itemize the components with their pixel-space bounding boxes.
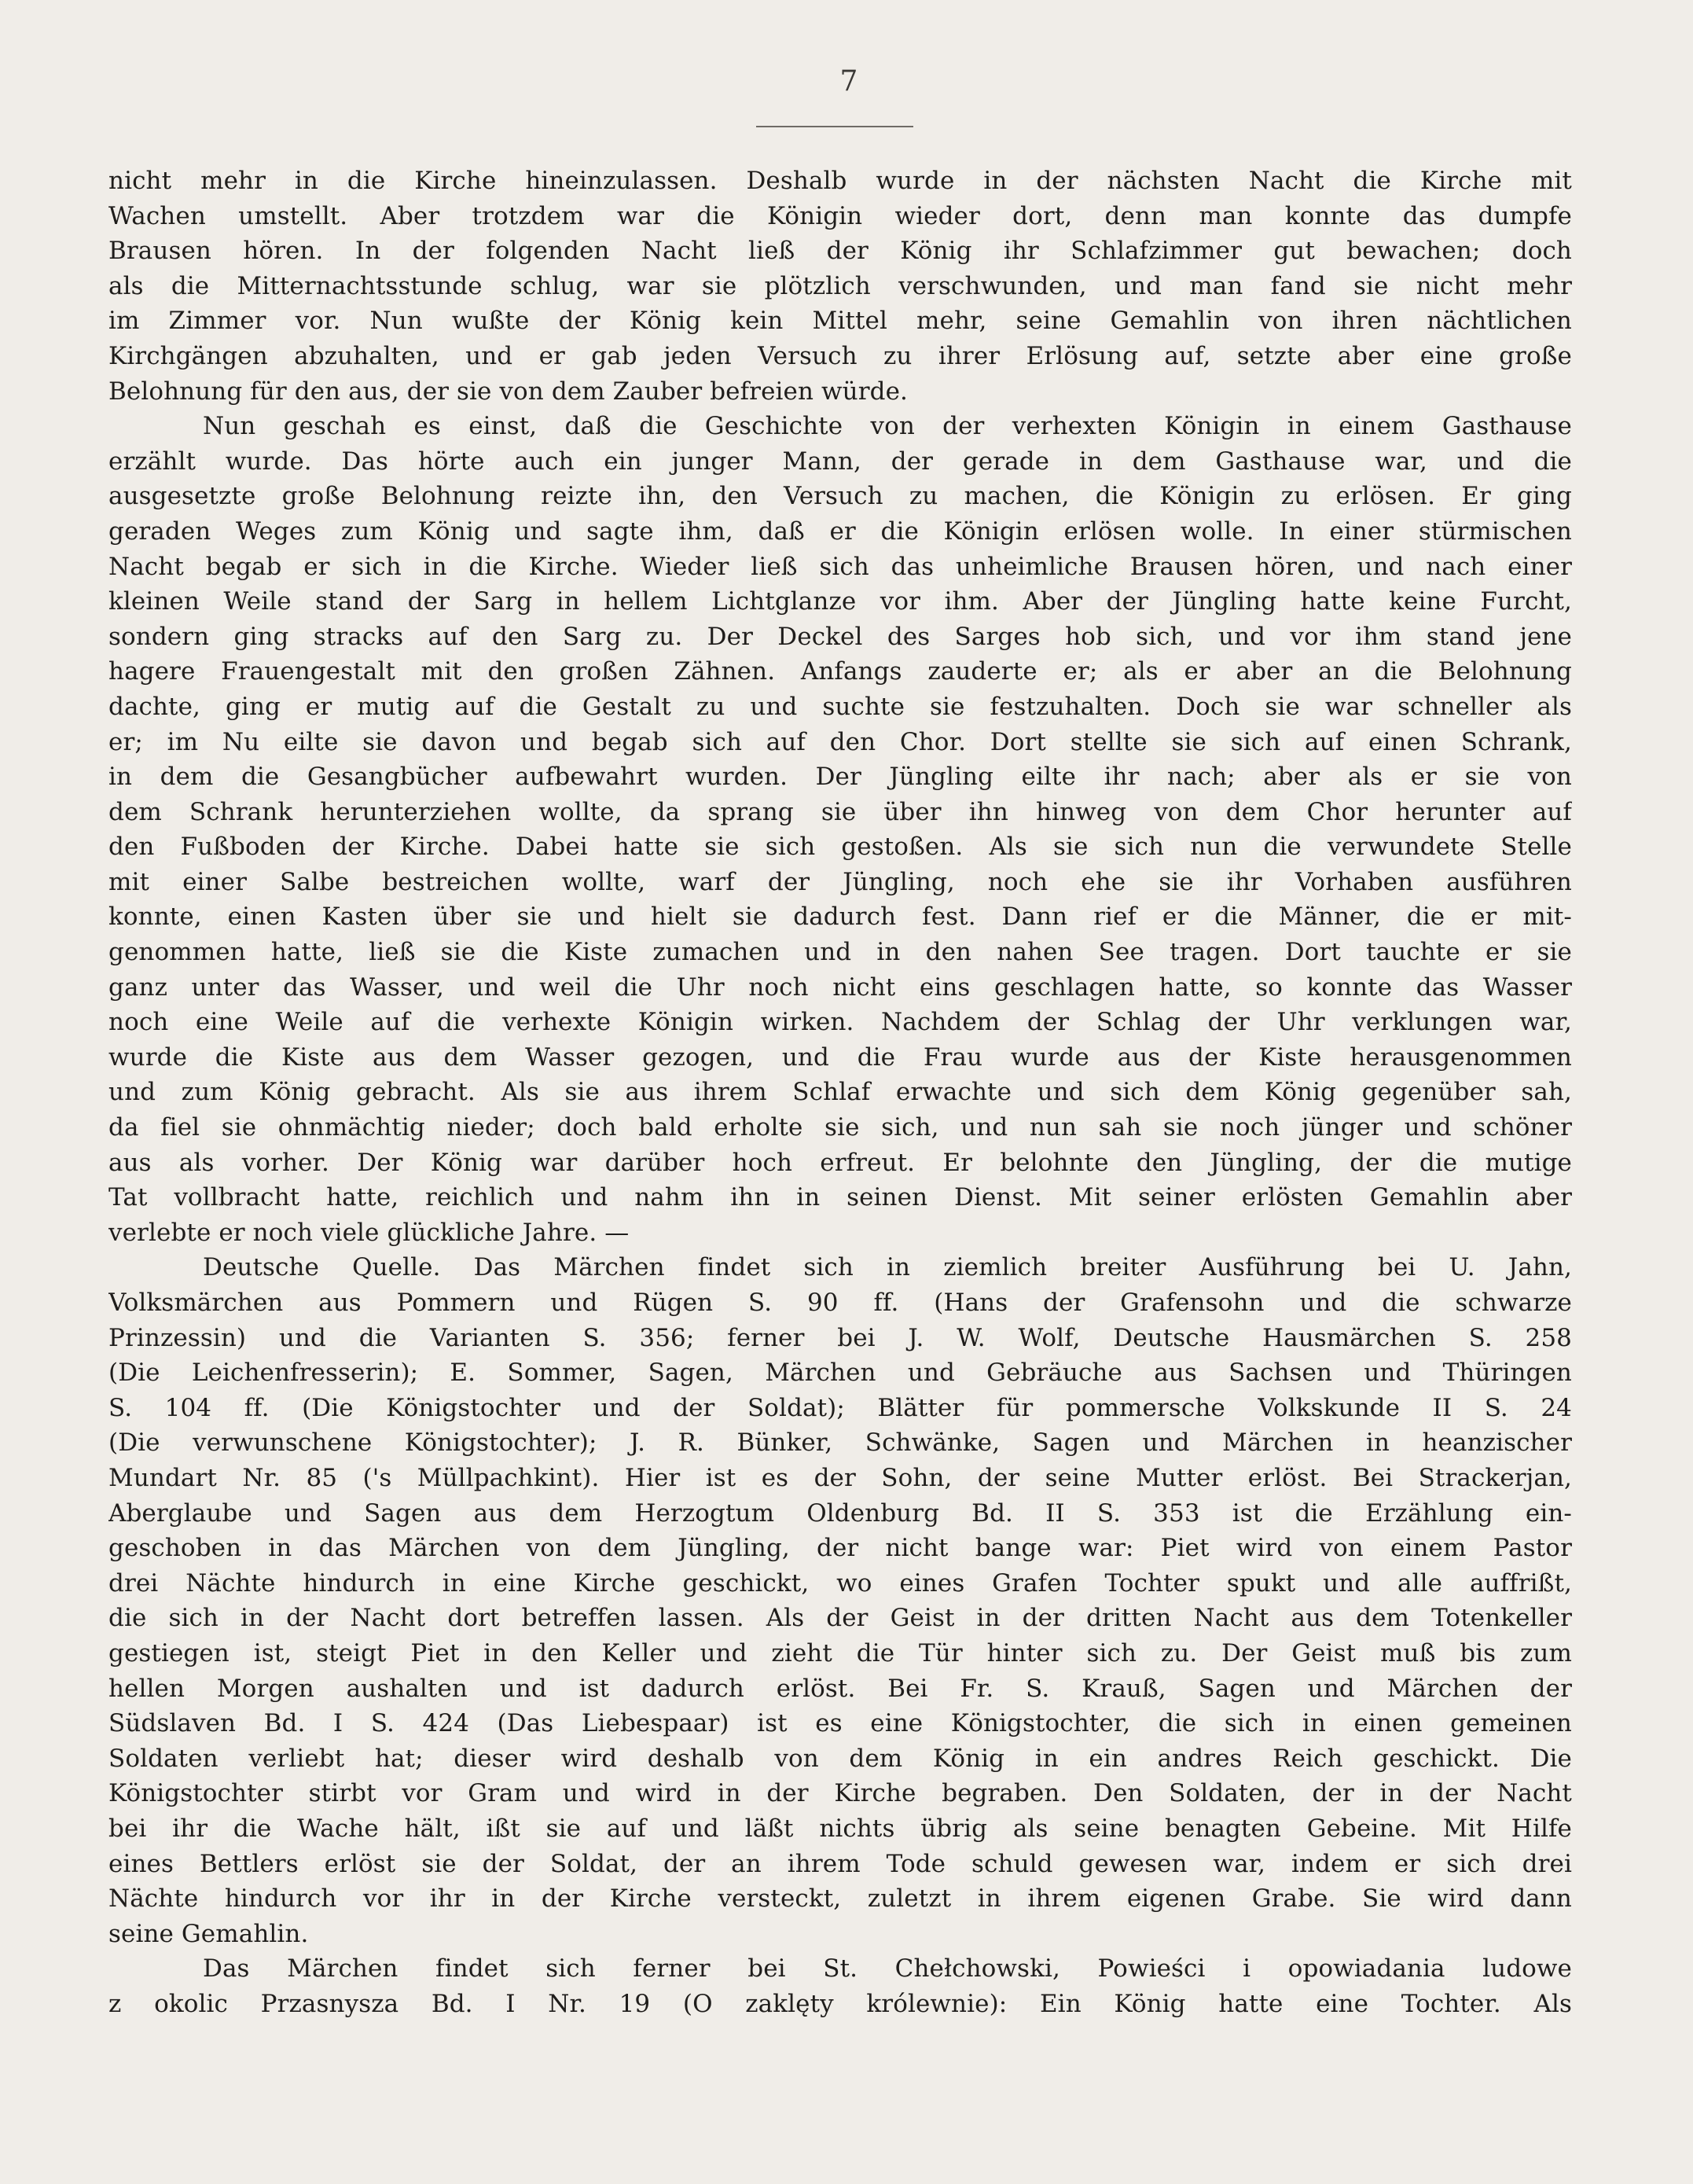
text-line: dachte, ging er mutig auf die Gestalt zu und suchte sie festzuhalten. Doch sie war schneller als <box>108 692 1572 721</box>
text-line: Nächte hindurch vor ihr in der Kirche versteckt, zuletzt in ihrem eigenen Grabe. Sie wird dann <box>108 1884 1572 1914</box>
text-line: bei ihr die Wache hält, ißt sie auf und läßt nichts übrig als seine benagten Gebeine. Mit Hilfe <box>108 1814 1572 1843</box>
text-line: Das Märchen findet sich ferner bei St. Chełchowski, Powieści i opowiadania ludowe <box>203 1954 1572 1984</box>
text-line: Tat vollbracht hatte, reichlich und nahm ihn in seinen Dienst. Mit seiner erlösten Gemahlin aber <box>108 1183 1572 1212</box>
text-line: Wachen umstellt. Aber trotzdem war die Königin wieder dort, denn man konnte das dumpfe <box>108 201 1572 230</box>
text-line: Südslaven Bd. I S. 424 (Das Liebespaar) ist es eine Königstochter, die sich in einen gemeinen <box>108 1709 1572 1738</box>
text-line: da fiel sie ohnmächtig nieder; doch bald erholte sie sich, und nun sah sie noch jünger und schöner <box>108 1113 1572 1142</box>
text-line: eines Bettlers erlöst sie der Soldat, der an ihrem Tode schuld gewesen war, indem er sich drei <box>108 1849 1572 1878</box>
text-line: er; im Nu eilte sie davon und begab sich auf den Chor. Dort stellte sie sich auf einen Schrank, <box>108 727 1572 756</box>
text-line: dem Schrank herunterziehen wollte, da sprang sie über ihn hinweg von dem Chor herunter auf <box>108 797 1572 826</box>
text-line: wurde die Kiste aus dem Wasser gezogen, und die Frau wurde aus der Kiste herausgenommen <box>108 1042 1572 1072</box>
text-line: aus als vorher. Der König war darüber hoch erfreut. Er belohnte den Jüngling, der die mutige <box>108 1148 1572 1177</box>
text-line: als die Mitternachtsstunde schlug, war sie plötzlich verschwunden, und man fand sie nicht mehr <box>108 271 1572 300</box>
text-line: z okolic Przasnysza Bd. I Nr. 19 (O zaklęty królewnie): Ein König hatte eine Tochter. Als <box>108 1989 1572 2018</box>
text-line: nicht mehr in die Kirche hineinzulassen. Deshalb wurde in der nächsten Nacht die Kirche mit <box>108 167 1572 195</box>
text-line: Deutsche Quelle. Das Märchen findet sich in ziemlich breiter Ausführung bei U. Jahn, <box>203 1253 1572 1282</box>
text-line: kleinen Weile stand der Sarg in hellem Lichtglanze vor ihm. Aber der Jüngling hatte keine Furcht, <box>108 587 1572 616</box>
text-line: gestiegen ist, steigt Piet in den Keller und zieht die Tür hinter sich zu. Der Geist muß bis zum <box>108 1638 1572 1667</box>
text-line: Aberglaube und Sagen aus dem Herzogtum Oldenburg Bd. II S. 353 ist die Erzählung ein- <box>108 1498 1572 1528</box>
page-number: 7 <box>839 65 858 97</box>
text-line: noch eine Weile auf die verhexte Königin wirken. Nachdem der Schlag der Uhr verklungen war, <box>108 1008 1572 1037</box>
text-line: drei Nächte hindurch in eine Kirche geschickt, wo eines Grafen Tochter spukt und alle auffrißt, <box>108 1568 1572 1598</box>
text-line: ausgesetzte große Belohnung reizte ihn, den Versuch zu machen, die Königin zu erlösen. Er ging <box>108 482 1572 511</box>
text-line: erzählt wurde. Das hörte auch ein junger Mann, der gerade in dem Gasthause war, und die <box>108 447 1572 476</box>
text-line: geschoben in das Märchen von dem Jüngling, der nicht bange war: Piet wird von einem Pastor <box>108 1534 1572 1563</box>
text-line: Mundart Nr. 85 ('s Müllpachkint). Hier ist es der Sohn, der seine Mutter erlöst. Bei Strackerjan, <box>108 1463 1572 1492</box>
text-line: geraden Weges zum König und sagte ihm, daß er die Königin erlösen wolle. In einer stürmischen <box>108 517 1572 546</box>
text-line: Prinzessin) und die Varianten S. 356; ferner bei J. W. Wolf, Deutsche Hausmärchen S. 258 <box>108 1323 1572 1352</box>
text-line: Kirchgängen abzuhalten, und er gab jeden Versuch zu ihrer Erlösung auf, setzte aber eine große <box>108 341 1572 370</box>
text-line: im Zimmer vor. Nun wußte der König kein Mittel mehr, seine Gemahlin von ihren nächtlichen <box>108 307 1572 336</box>
text-line: Königstochter stirbt vor Gram und wird in der Kirche begraben. Den Soldaten, der in der Nacht <box>108 1779 1572 1808</box>
text-line: hagere Frauengestalt mit den großen Zähnen. Anfangs zauderte er; als er aber an die Belohnung <box>108 657 1572 686</box>
text-line: (Die Leichenfresserin); E. Sommer, Sagen, Märchen und Gebräuche aus Sachsen und Thüringen <box>108 1359 1572 1388</box>
header-rule <box>756 126 913 127</box>
text-line: den Fußboden der Kirche. Dabei hatte sie sich gestoßen. Als sie sich nun die verwundete Stelle <box>108 833 1572 862</box>
text-line: S. 104 ff. (Die Königstochter und der Soldat); Blätter für pommersche Volkskunde II S. 24 <box>108 1393 1572 1422</box>
text-line: Brausen hören. In der folgenden Nacht ließ der König ihr Schlafzimmer gut bewachen; doch <box>108 237 1572 266</box>
text-line: seine Gemahlin. <box>108 1919 309 1948</box>
text-line: Belohnung für den aus, der sie von dem Zauber befreien würde. <box>108 377 908 406</box>
text-line: ganz unter das Wasser, und weil die Uhr noch nicht eins geschlagen hatte, so konnte das Wasser <box>108 973 1572 1002</box>
text-line: Volksmärchen aus Pommern und Rügen S. 90 ff. (Hans der Grafensohn und die schwarze <box>108 1289 1572 1317</box>
text-line: in dem die Gesangbücher aufbewahrt wurden. Der Jüngling eilte ihr nach; aber als er sie von <box>108 763 1572 792</box>
text-line: die sich in der Nacht dort betreffen lassen. Als der Geist in der dritten Nacht aus dem Totenkeller <box>108 1604 1572 1633</box>
text-line: verlebte er noch viele glückliche Jahre. — <box>108 1218 630 1247</box>
text-line: Soldaten verliebt hat; dieser wird deshalb von dem König in ein andres Reich geschickt. Die <box>108 1744 1572 1773</box>
text-line: hellen Morgen aushalten und ist dadurch erlöst. Bei Fr. S. Krauß, Sagen und Märchen der <box>108 1674 1572 1703</box>
text-line: sondern ging stracks auf den Sarg zu. Der Deckel des Sarges hob sich, und vor ihm stand jene <box>108 622 1572 651</box>
text-line: Nun geschah es einst, daß die Geschichte von der verhexten Königin in einem Gasthause <box>203 412 1572 441</box>
text-line: konnte, einen Kasten über sie und hielt sie dadurch fest. Dann rief er die Männer, die er mit- <box>108 903 1572 932</box>
text-line: und zum König gebracht. Als sie aus ihrem Schlaf erwachte und sich dem König gegenüber sah, <box>108 1078 1572 1107</box>
body-text <box>108 164 1572 2021</box>
text-line: genommen hatte, ließ sie die Kiste zumachen und in den nahen See tragen. Dort tauchte er sie <box>108 938 1572 967</box>
text-line: (Die verwunschene Königstochter); J. R. Bünker, Schwänke, Sagen und Märchen in heanzischer <box>108 1428 1572 1458</box>
text-line: Nacht begab er sich in die Kirche. Wieder ließ sich das unheimliche Brausen hören, und nach einer <box>108 552 1572 581</box>
text-line: mit einer Salbe bestreichen wollte, warf der Jüngling, noch ehe sie ihr Vorhaben ausführen <box>108 867 1572 896</box>
